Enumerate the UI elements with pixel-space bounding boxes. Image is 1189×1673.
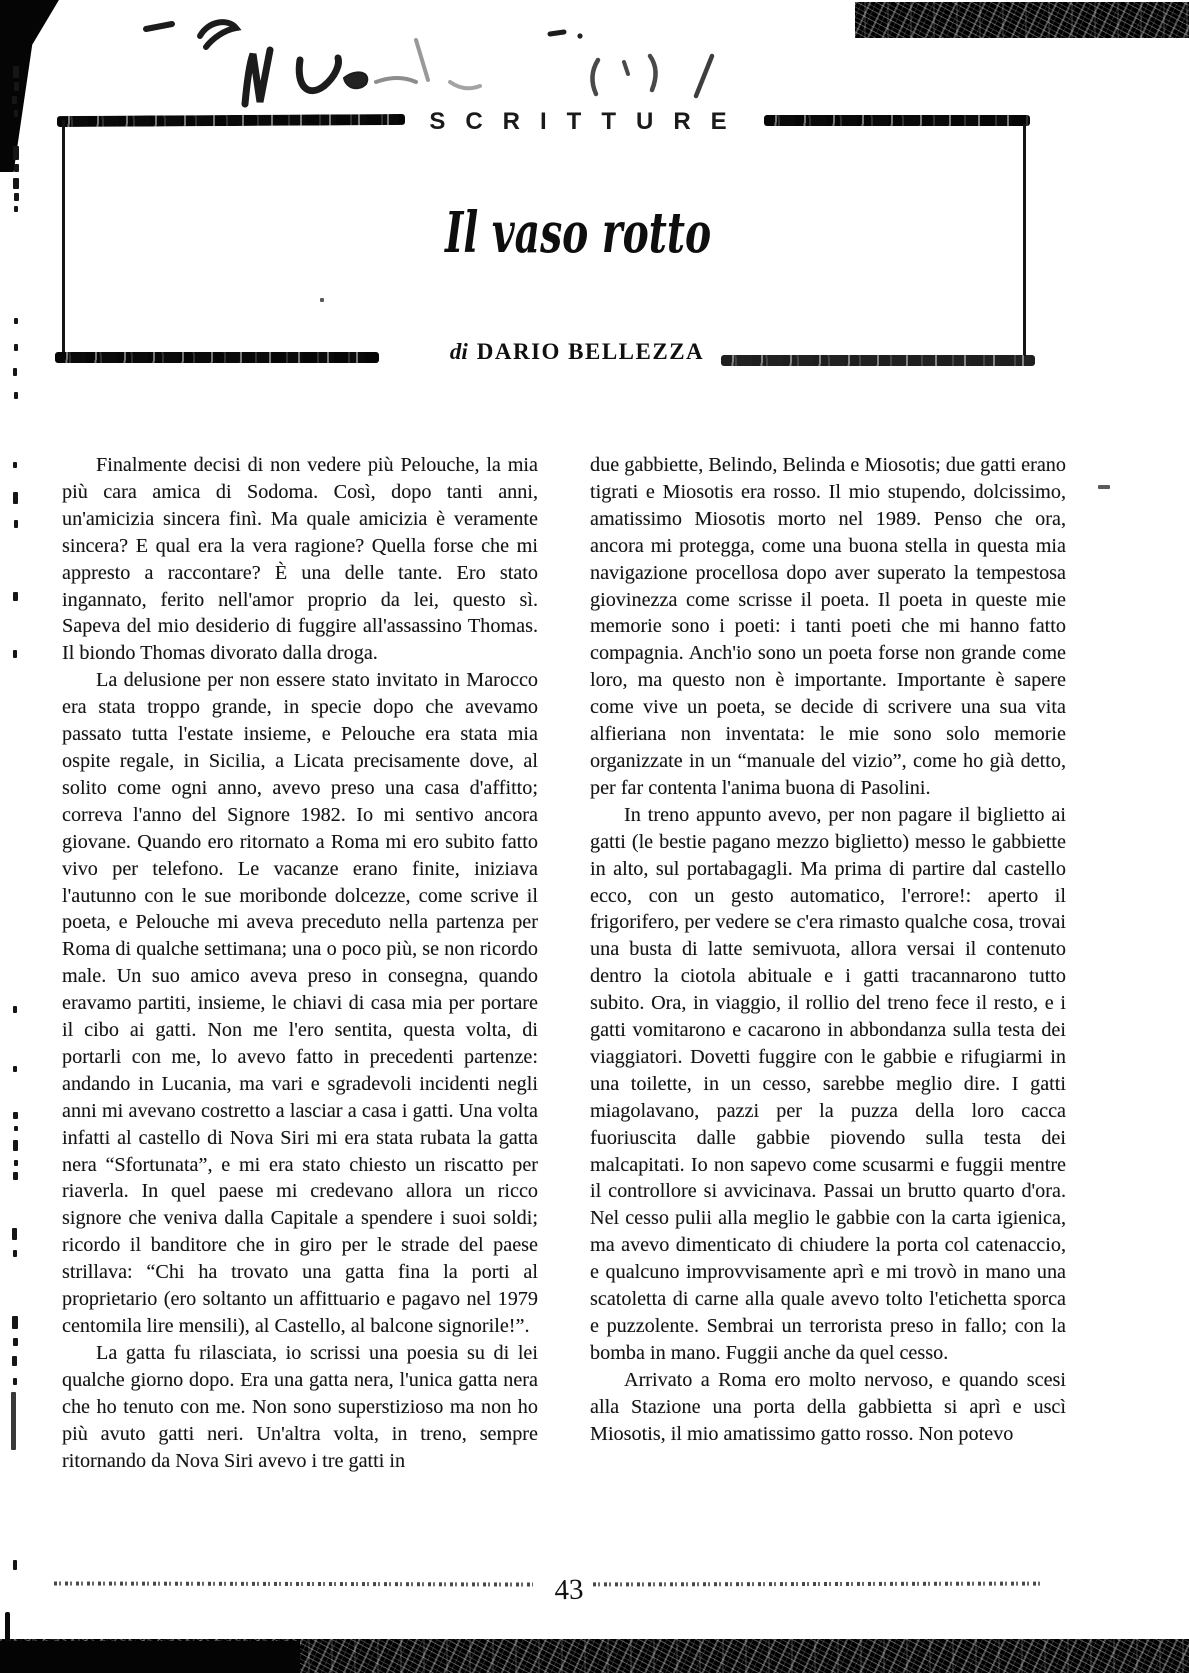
byline-author: DARIO BELLEZZA: [476, 339, 705, 364]
header-rule-left: [57, 114, 405, 127]
section-label: SCRITTURE: [429, 108, 747, 135]
paragraph: Finalmente decisi di non vedere più Pelouche, la mia più cara amica di Sodoma. Così, dopo tanti anni, un'amicizia sincera finì. Ma quale amicizia è veramente sincera? E qual era la vera ragione? Quella forse che mi appresto a raccontare? È una delle tante. Ero stato ingannato, ferito nell'amor proprio da lei, questo sì. Sapeva del mio desiderio di fuggire all'assassino Thomas. Il biondo Thomas divorato dalla droga.: [62, 454, 538, 665]
scan-artifact-corner: [0, 0, 62, 172]
paragraph: Arrivato a Roma ero molto nervoso, e quando scesi alla Stazione una porta della gabbietta si aprì e uscì Miosotis, il mio amatissimo gatto rosso. Non potevo: [590, 1368, 1066, 1445]
article-body: [62, 452, 1066, 1474]
paragraph: La gatta fu rilasciata, io scrissi una poesia su di lei qualche giorno dopo. Era una gatta nera, l'unica gatta nera che ho tenuto con me. Non sono superstizioso ma non ho più avuto gatti neri. Un'altra volta, in treno, sempre ritornando da Nova Siri avevo i tre gatti in: [62, 1341, 538, 1472]
margin-mark: [14, 344, 18, 351]
article-title-text: Il vaso rotto: [444, 200, 712, 266]
byline-prefix: di: [449, 339, 468, 364]
margin-mark: [14, 206, 18, 212]
margin-mark: [13, 1338, 18, 1346]
margin-mark: [14, 164, 19, 172]
margin-mark: [13, 1066, 17, 1072]
margin-mark: [13, 146, 19, 160]
margin-mark: [320, 298, 324, 302]
margin-mark: [14, 82, 19, 91]
page-number: 43: [553, 1573, 585, 1607]
paragraph: La delusione per non essere stato invitato in Marocco era stata troppo grande, in specie dopo che avevamo passato tutta l'estate insieme, e Pelouche era stata mia ospite regale, in Sicilia, a Licata precisamente dove, al solito come ogni anno, avevo preso una casa d'affitto; correva l'anno del Signore 1982. Io mi sentivo ancora giovane. Quando ero ritornato a Roma mi ero subito fatto vivo per telefono. Le vacanze erano finite, iniziava l'autunno con le sue moribonde dolcezze, come scrive il poeta, e Pelouche mi aveva preceduto nella partenza per Roma di qualche settimana; una o poco più, se non ricordo male. Un suo amico aveva preso in consegna, quando eravamo partiti, insieme, le chiavi di casa mia per portare il cibo ai gatti. Non me l'ero sentita, questa volta, di portarli con me, lo avevo fatto in precedenti partenze: andando in Lucania, ma vari e sgradevoli incidenti negli anni mi avevano costretto a lasciar a casa i gatti. Una volta infatti al castello di Nova Siri mi era stata rubata la gatta nera “Sfortunata”, e mi era stato chiesto un riscatto per riaverla. In quel paese mi credevano allora un ricco signore che veniva dalla Capitale a spendere i suoi soldi; ricordo il banditore che in giro per le strade del paese strillava: “Chi ha trovato una gatta fina la porti al proprietario (ero soltanto un affittuario e pagavo nel 1979 centomila lire mensili), al Castello, al balcone signorile!”.: [62, 669, 538, 1337]
margin-mark: [14, 193, 19, 201]
footer-rule-left: [54, 1581, 533, 1586]
margin-mark: [13, 592, 18, 601]
margin-mark: [11, 1392, 16, 1450]
paragraph: due gabbiette, Belindo, Belinda e Miosotis; due gatti erano tigrati e Miosotis era rosso. Il mio stupendo, dolcissimo, amatissimo Miosotis morto nel 1989. Penso che ora, ancora mi protegga, come una buona stella in questa mia navigazione procellosa dopo aver superato la tempestosa giovinezza come scrisse il poeta. Il poeta in queste mie memorie sono i poeti: i tanti poeti che mi hanno fatto compagnia. Anch'io sono un poeta forse non grande come loro, ma questo non è importante. Importante è sapere come vive un poeta, se decide di scrivere una sua vita alfieriana non inventata: le mie sono solo memorie organizzate in un “manuale del vizio”, come ho già detto, per far contenta l'anima buona di Pasolini.: [590, 454, 1066, 799]
margin-mark: [13, 1172, 18, 1180]
scan-artifact-bottom-solid: [0, 1641, 300, 1673]
header-rule-bottom-left: [55, 352, 379, 363]
margin-mark: [14, 1160, 18, 1166]
margin-mark: [14, 110, 18, 117]
margin-mark: [14, 318, 18, 324]
margin-mark: [12, 1228, 17, 1240]
footer-rule-right: [593, 1582, 1040, 1587]
article-right-column: [590, 452, 1066, 1474]
margin-mark: [13, 1378, 17, 1385]
margin-mark: [13, 178, 19, 189]
margin-mark: [12, 1356, 17, 1366]
article-title: [68, 200, 1088, 266]
margin-mark: [13, 66, 19, 78]
margin-mark: [13, 1112, 18, 1119]
paragraph: In treno appunto avevo, per non pagare il biglietto ai gatti (le bestie pagano mezzo biglietto) messo le gabbiette in alto, sul portabagagli. Ma prima di partire dal castello ecco, con un gesto automatico, l'errore!: aperto il frigorifero, per vedere se c'era rimasto qualche cosa, trovai una busta di latte semivuota, allora versai il contenuto dentro la ciotola abituale e i gatti tracannarono tutto subito. Ora, in viaggio, il rollio del treno fece il resto, e i gatti vomitarono e cacarono in abbondanza sulla testa dei viaggiatori. Dovetti fuggire con le gabbie e rifugiarmi in una toilette, in un cesso, sarebbe meglio dire. I gatti miagolavano, pazzi per la puzza della loro cacca fuoriuscita dalle gabbie piovendo sulla testa dei malcapitati. Io non sapevo come scusarmi e fuggii mentre il controllore si avvicinava. Passai un brutto quarto d'ora. Nel cesso pulii alla meglio le gabbie con la carta igienica, ma avevo dimenticato di chiudere la porta col catenaccio, e qualcuno improvvisamente aprì e mi trovò in mano una scatoletta di carne alla quale avevo tolto l'etichetta sporca e puzzolente. Sembrai un terrorista preso in fallo; con la bomba in mano. Fuggii anche da quel cesso.: [590, 803, 1066, 1364]
margin-mark: [13, 1560, 17, 1570]
scan-artifact-top-bar: [855, 2, 1189, 38]
margin-mark: [13, 462, 17, 468]
header-rule-bottom-right: [721, 355, 1035, 366]
margin-mark: [14, 520, 18, 528]
margin-mark: [14, 1126, 18, 1131]
margin-mark: [13, 650, 17, 658]
margin-mark: [12, 1316, 18, 1329]
margin-mark: [13, 492, 18, 504]
margin-mark: [13, 368, 17, 376]
margin-mark: [1098, 485, 1110, 489]
margin-mark: [12, 96, 17, 104]
handwritten-scribble-icon: [130, 12, 750, 112]
header-frame-left-line: [62, 120, 65, 362]
margin-mark: [13, 1250, 17, 1257]
margin-mark: [14, 392, 18, 399]
margin-mark: [13, 1140, 18, 1151]
header-rule-right: [764, 115, 1030, 126]
scan-artifact-spike: [5, 1612, 10, 1642]
margin-mark: [13, 1006, 17, 1013]
article-left-column: [62, 452, 538, 1474]
